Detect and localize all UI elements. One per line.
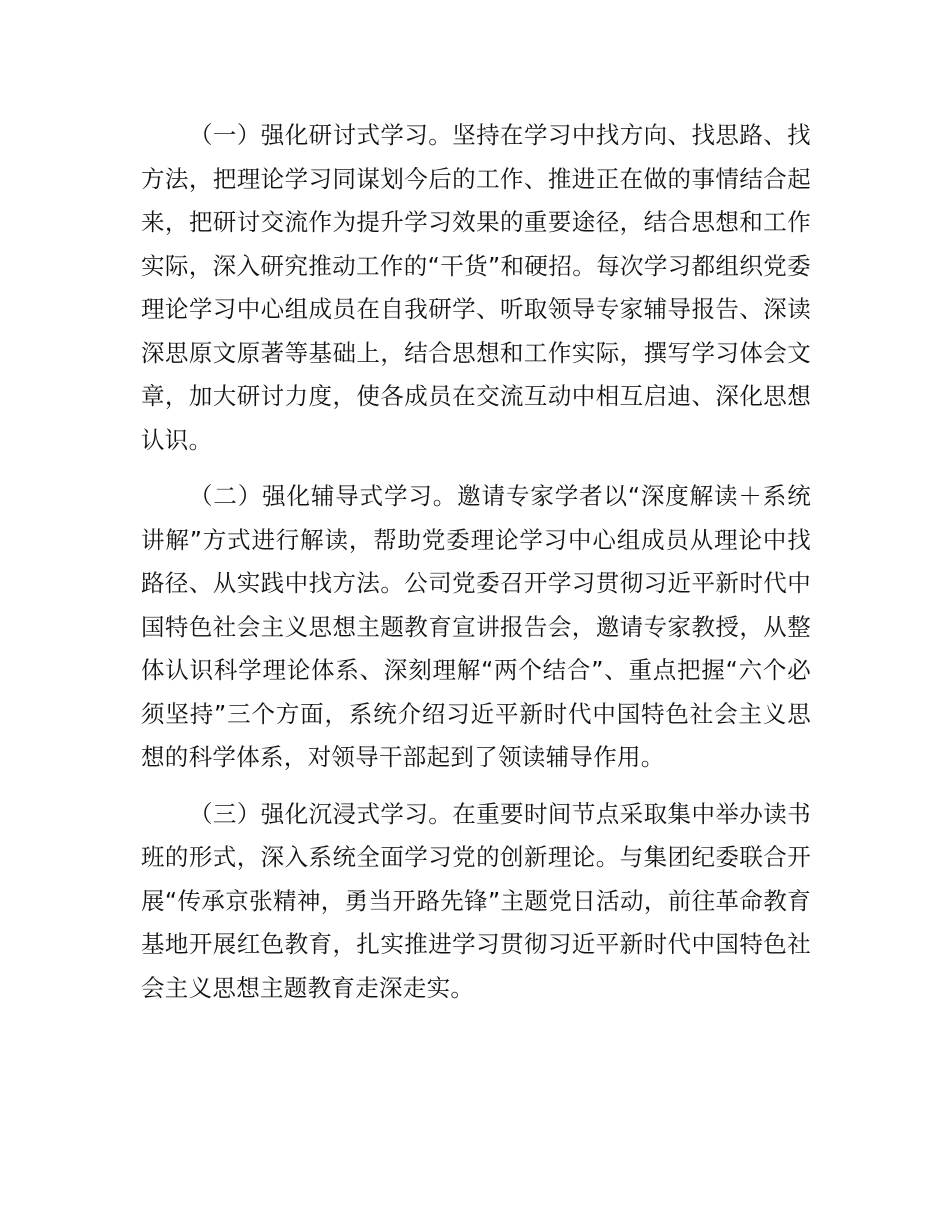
paragraph-tutoring-learning: （二）强化辅导式学习。邀请专家学者以“深度解读＋系统讲解”方式进行解读，帮助党委理论学习中心组成员从理论中找路径、从实践中找方法。公司党委召开学习贯彻习近平新时代中国特色社会主义思想主题教育宣讲报告会，邀请专家教授，从整体认识科学理论体系、深刻理解“两个结合”、重点把握“六个必须坚持”三个方面，系统介绍习近平新时代中国特色社会主义思想的科学体系，对领导干部起到了领读辅导作用。 [141,482,811,771]
document-body [141,114,811,1023]
paragraph-immersive-learning: （三）强化沉浸式学习。在重要时间节点采取集中举办读书班的形式，深入系统全面学习党的创新理论。与集团纪委联合开展“传承京张精神，勇当开路先锋”主题党日活动，前往革命教育基地开展红色教育，扎实推进学习贯彻习近平新时代中国特色社会主义思想主题教育走深走实。 [141,799,811,1002]
paragraph-research-learning: （一）强化研讨式学习。坚持在学习中找方向、找思路、找方法，把理论学习同谋划今后的工作、推进正在做的事情结合起来，把研讨交流作为提升学习效果的重要途径，结合思想和工作实际，深入研究推动工作的“干货”和硬招。每次学习都组织党委理论学习中心组成员在自我研学、听取领导专家辅导报告、深读深思原文原著等基础上，结合思想和工作实际，撰写学习体会文章，加大研讨力度，使各成员在交流互动中相互启迪、深化思想认识。 [141,121,811,454]
